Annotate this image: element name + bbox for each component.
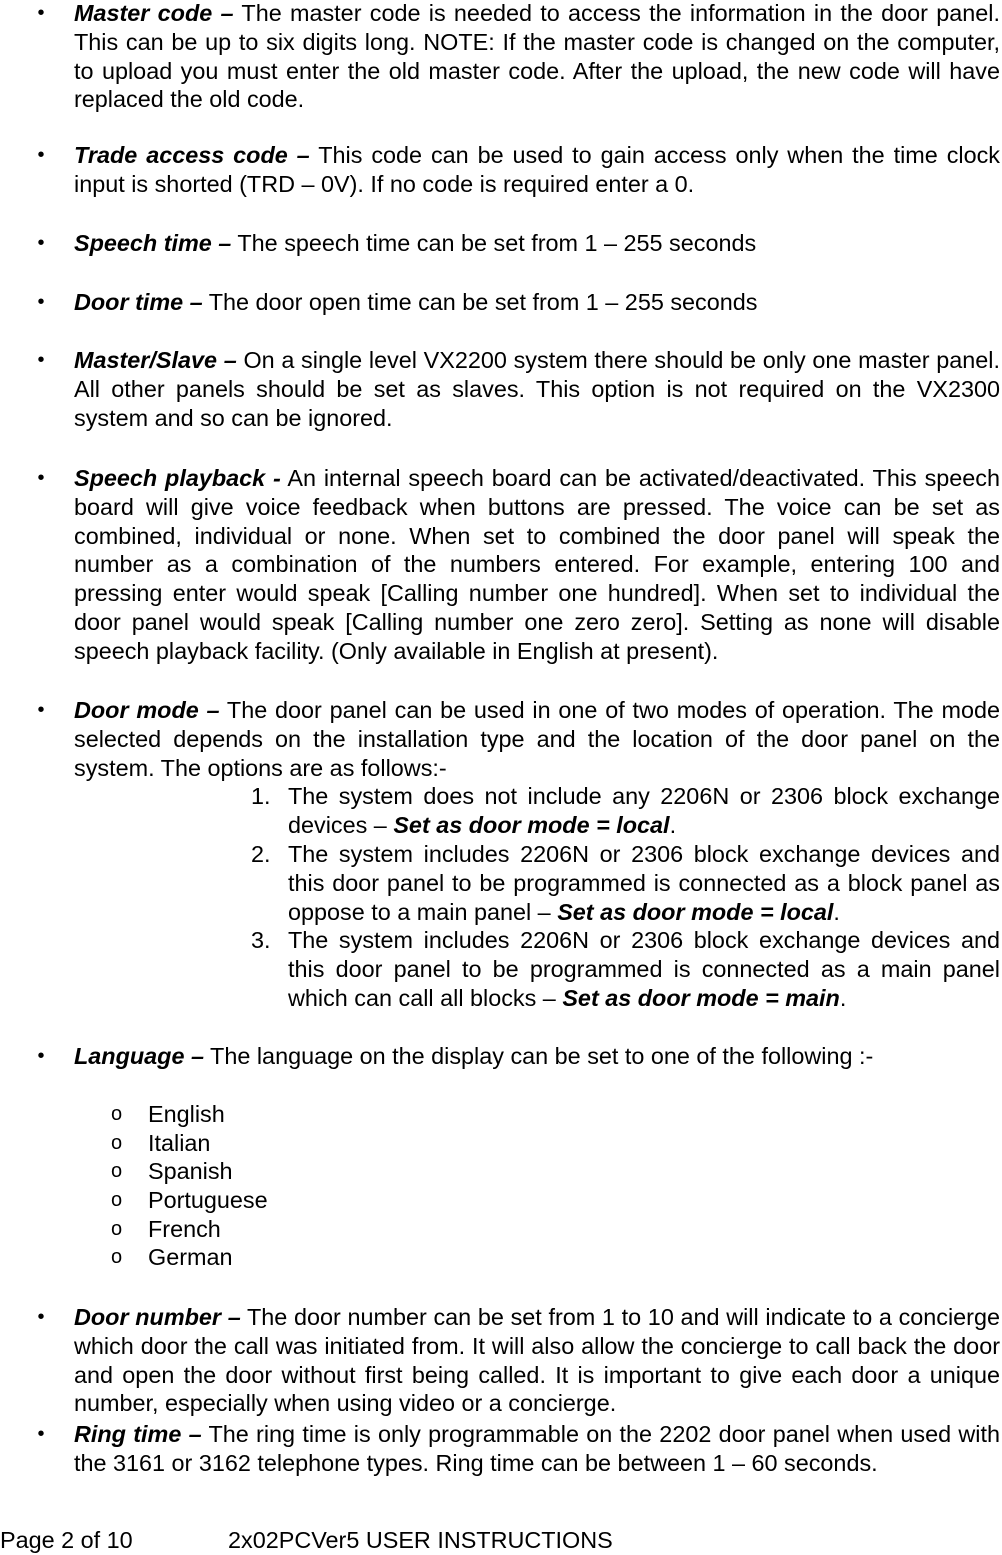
term-door-number: Door number – (74, 1304, 241, 1330)
term-master-slave: Master/Slave – (74, 347, 237, 373)
list-marker: o (111, 1189, 123, 1211)
language-option-italian (0, 1129, 600, 1158)
bullet-marker: • (37, 1306, 45, 1328)
desc-speech-playback: An internal speech board can be activated/deactivated. This speech board will give voice feedback when buttons are pressed. The voice can be set as combined, individual or none. When set to combined the door panel will speak the number as a combination of the numbers entered. For example, entering 100 and pressing enter would speak [Calling number one hundred]. When set to individual the door panel would speak [Calling number one zero zero]. Setting as none will disable speech playback facility. (Only available in English at present). (74, 465, 1000, 664)
option-setting: Set as door mode = local (557, 898, 834, 925)
bullet-body (74, 288, 1000, 317)
bullet-marker: • (37, 699, 45, 721)
bullet-marker: • (37, 232, 45, 254)
term-door-time: Door time – (74, 289, 203, 315)
language-option-portuguese (0, 1186, 600, 1215)
bullet-body (74, 1303, 1000, 1418)
bullet-body (74, 0, 1000, 114)
bullet-body (74, 696, 1000, 782)
language-name: Portuguese (148, 1187, 268, 1213)
bullet-marker: • (37, 467, 45, 489)
term-master-code: Master code – (74, 0, 234, 26)
term-ring-time: Ring time – (74, 1421, 202, 1447)
bullet-body (74, 141, 1000, 199)
language-option-french (0, 1215, 600, 1244)
bullet-marker: • (37, 1423, 45, 1445)
desc-language: The language on the display can be set to one of the following :- (203, 1043, 874, 1069)
list-marker: o (111, 1103, 123, 1125)
desc-door-time: The door open time can be set from 1 – 255 seconds (202, 289, 758, 315)
desc-ring-time: The ring time is only programmable on the 2202 door panel when used with the 3161 or 3162 telephone types. Ring time can be between 1 – 60 seconds. (74, 1421, 1000, 1476)
list-marker: o (111, 1246, 123, 1268)
bullet-marker: • (37, 291, 45, 313)
term-trade-access-code: Trade access code – (74, 142, 310, 168)
page-number: Page 2 of 10 (0, 1527, 133, 1553)
language-name: English (148, 1101, 225, 1127)
option-number: 1. (251, 783, 271, 809)
bullet-body (74, 1420, 1000, 1478)
bullet-marker: • (37, 2, 45, 24)
desc-master-code: The master code is needed to access the information in the door panel. This can be up to six digits long. NOTE: If the master code is changed on the computer, to upload you must enter the old master code. After the upload, the new code will have replaced the old code. (74, 0, 1000, 113)
option-number: 3. (251, 927, 271, 953)
bullet-body (74, 1042, 1000, 1071)
option-end: . (669, 811, 677, 838)
desc-master-slave: On a single level VX2200 system there should be only one master panel. All other panels should be set as slaves. This option is not required on the VX2300 system and so can be ignored. (74, 347, 1000, 431)
language-name: Italian (148, 1130, 211, 1156)
list-marker: o (111, 1132, 123, 1154)
desc-trade-access-code: This code can be used to gain access only when the time clock input is shorted (TRD – 0V). If no code is required enter a 0. (74, 142, 1000, 197)
list-marker: o (111, 1160, 123, 1182)
option-description: The system includes 2206N or 2306 block exchange devices and this door panel to be programmed is connected as a block panel as oppose to a main panel – (288, 841, 1000, 925)
bullet-marker: • (37, 144, 45, 166)
desc-speech-time: The speech time can be set from 1 – 255 seconds (231, 230, 757, 256)
language-option-english (0, 1100, 600, 1129)
option-number: 2. (251, 841, 271, 867)
language-option-spanish (0, 1157, 600, 1186)
language-name: German (148, 1244, 233, 1270)
document-title: 2x02PCVer5 USER INSTRUCTIONS (228, 1527, 613, 1553)
option-end: . (839, 984, 847, 1011)
bullet-marker: • (37, 1045, 45, 1067)
bullet-body (74, 464, 1000, 666)
bullet-body (74, 229, 1000, 258)
option-setting: Set as door mode = local (393, 811, 670, 838)
option-description: The system does not include any 2206N or 2306 block exchange devices – (288, 783, 1000, 838)
term-speech-playback: Speech playback - (74, 465, 281, 491)
language-name: Spanish (148, 1158, 233, 1184)
option-text (288, 926, 1000, 1012)
bullet-marker: • (37, 349, 45, 371)
option-description: The system includes 2206N or 2306 block exchange devices and this door panel to be programmed is connected as a main panel which can call all blocks – (288, 927, 1000, 1011)
language-name: French (148, 1216, 221, 1242)
desc-door-mode: The door panel can be used in one of two modes of operation. The mode selected depends on the installation type and the location of the door panel on the system. The options are as follows:- (74, 697, 1000, 781)
language-option-german (0, 1243, 600, 1272)
desc-door-number: The door number can be set from 1 to 10 and will indicate to a concierge which door the call was initiated from. It will also allow the concierge to call back the door and open the door without first being called. It is important to give each door a unique number, especially when using video or a concierge. (74, 1304, 1000, 1417)
page-footer (0, 1526, 1002, 1555)
term-door-mode: Door mode – (74, 697, 220, 723)
term-speech-time: Speech time – (74, 230, 232, 256)
bullet-body (74, 346, 1000, 432)
term-language: Language – (74, 1043, 204, 1069)
option-setting: Set as door mode = main (562, 984, 840, 1011)
option-text (288, 840, 1000, 926)
list-marker: o (111, 1218, 123, 1240)
option-end: . (833, 898, 840, 925)
option-text (288, 782, 1000, 840)
